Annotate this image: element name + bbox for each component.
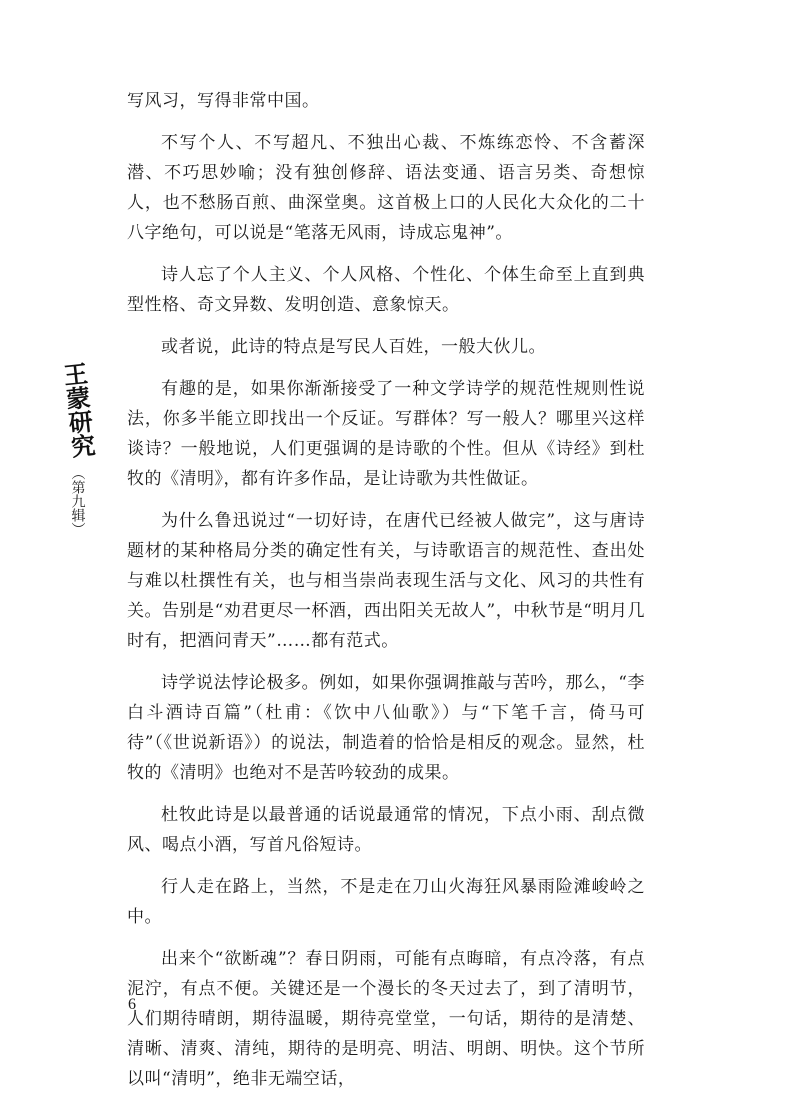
paragraph: 杜牧此诗是以最普通的话说最通常的情况，下点小雨、刮点微风、喝点小酒，写首凡俗短诗。 (127, 805, 645, 855)
running-head (58, 360, 97, 536)
body-text (127, 86, 645, 1106)
paragraph: 为什么鲁迅说过“一切好诗，在唐代已经被人做完”，这与唐诗题材的某种格局分类的确定性有关，与诗歌语言的规范性、查出处与难以杜撰性有关，也与相当崇尚表现生活与文化、风习的共性有关。告别是“劝君更尽一杯酒，西出阳关无故人”，中秋节是“明月几时有，把酒问青天”……都有范式。 (127, 511, 645, 651)
paragraph: 不写个人、不写超凡、不独出心裁、不炼练恋怜、不含蓄深潜、不巧思妙喻；没有独创修辞、语法变通、语言另类、奇想惊人，也不愁肠百煎、曲深堂奥。这首极上口的人民化大众化的二十八字绝句，可以说是“笔落无风雨，诗成忘鬼神”。 (127, 133, 645, 243)
paragraph: 出来个“欲断魂”？春日阴雨，可能有点晦暗，有点冷落，有点泥泞，有点不便。关键还是一个漫长的冬天过去了，到了清明节，人们期待晴朗，期待温暖，期待亮堂堂，一句话，期待的是清楚、清晰、清爽、清纯，期待的是明亮、明洁、明朗、明快。这个节所以叫“清明”，绝非无端空话， (127, 949, 645, 1089)
paragraph: 诗学说法悖论极多。例如，如果你强调推敲与苦吟，那么，“李白斗酒诗百篇”（杜甫：《饮中八仙歌》）与“下笔千言，倚马可待”（《世说新语》）的说法，制造着的恰恰是相反的观念。显然，杜牧的《清明》也绝对不是苦吟较劲的成果。 (127, 673, 645, 783)
paragraph: 写风习，写得非常中国。 (127, 91, 320, 111)
page-number: 6 (128, 996, 136, 1013)
paragraph: 有趣的是，如果你渐渐接受了一种文学诗学的规范性规则性说法，你多半能立即找出一个反证。写群体？写一般人？哪里兴这样谈诗？一般地说，人们更强调的是诗歌的个性。但从《诗经》到杜牧的《清明》，都有许多作品，是让诗歌为共性做证。 (127, 379, 645, 489)
paragraph: 或者说，此诗的特点是写民人百姓，一般大伙儿。 (161, 337, 546, 357)
paragraph: 诗人忘了个人主义、个人风格、个性化、个体生命至上直到典型性格、奇文异数、发明创造、意象惊天。 (127, 265, 645, 315)
issue-label: （第九辑） (69, 466, 86, 536)
paragraph: 行人走在路上，当然，不是走在刀山火海狂风暴雨险滩峻岭之中。 (127, 877, 645, 927)
journal-name: 王蒙研究 (58, 360, 97, 460)
